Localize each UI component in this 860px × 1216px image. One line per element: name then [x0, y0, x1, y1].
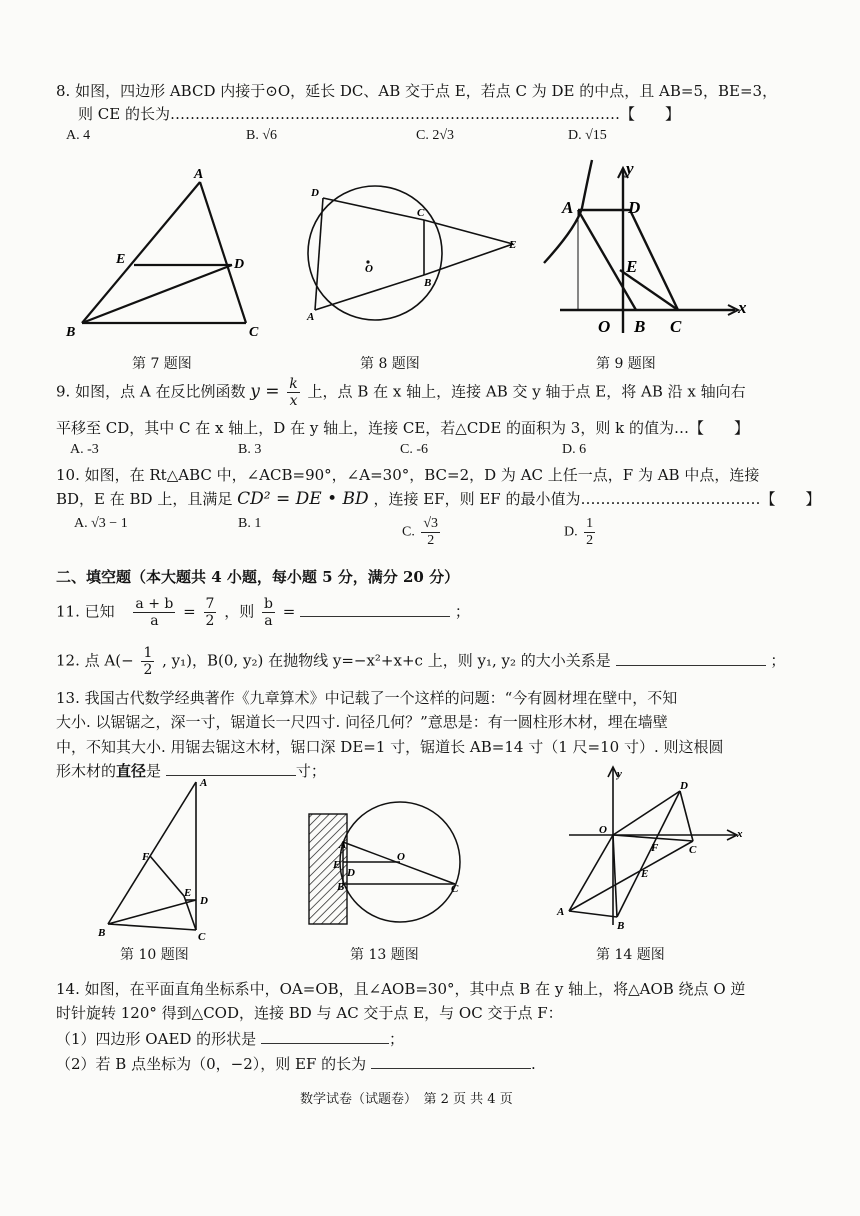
fig14-label-x: x: [737, 828, 743, 840]
q11: 11. 已知 $\frac{a + b}{a}$ = $\frac{7}{2}$ ，则 $\frac{b}{a}$ = ；: [56, 596, 470, 629]
q9-option-d: D. 6: [562, 442, 587, 457]
q8-option-b: B. √6: [246, 128, 278, 143]
figure-13: [305, 804, 485, 934]
fig14-label-f: F: [651, 842, 659, 854]
q13-line1: 13. 我国古代数学经典著作《九章算术》中记载了一个这样的问题：“今有圆材埋在壁中，不知: [56, 689, 678, 707]
fig9-label-e: E: [626, 257, 638, 276]
fig13-label-e: E: [333, 859, 341, 871]
fig10-label-b: B: [98, 927, 106, 939]
q14-line1: 14. 如图，在平面直角坐标系中，OA=OB，且∠AOB=30°，其中点 B 在 y 轴上，将△AOB 绕点 O 逆: [56, 980, 746, 998]
fig7-label-b: B: [66, 325, 76, 340]
fig9-label-b: B: [634, 317, 646, 336]
q10-option-b: B. 1: [238, 516, 262, 531]
fig14-label-y: y: [617, 768, 622, 780]
q14-sub2: （2）若 B 点坐标为（0，−2），则 EF 的长为 .: [56, 1055, 536, 1073]
caption-fig7: 第 7 题图: [132, 356, 192, 372]
q14-sub2-blank[interactable]: [371, 1054, 531, 1069]
q10-option-c: C. $\frac{√3}{2}$: [402, 516, 439, 548]
q9-text-b: 上，点 B 在 x 轴上，连接 AB 交 y 轴于点 E，将 AB 沿 x 轴向右: [307, 382, 746, 401]
fig13-label-d: D: [347, 867, 355, 879]
fig14-label-d: D: [680, 780, 688, 792]
q10-option-a: A. √3 − 1: [74, 516, 128, 531]
q14-sub1-blank[interactable]: [261, 1029, 389, 1044]
q9-text-a: 9. 如图，点 A 在反比例函数: [56, 382, 246, 401]
fig13-label-a: A: [339, 839, 347, 851]
figure-14: [555, 765, 755, 930]
caption-fig9: 第 9 题图: [596, 356, 656, 372]
q10-option-d: D. $\frac{1}{2}$: [564, 516, 594, 548]
q13-line4: 形木材的直径是 寸；: [56, 762, 326, 780]
fig9-label-o: O: [598, 317, 611, 336]
figure-10: [96, 772, 226, 942]
caption-fig8: 第 8 题图: [360, 356, 420, 372]
fig9-label-x: x: [738, 298, 747, 317]
fig10-label-a: A: [200, 777, 208, 789]
q9-line2: 平移至 CD，其中 C 在 x 轴上，D 在 y 轴上，连接 CE，若△CDE 的面积为 3，则 k 的值为…【 】: [56, 419, 749, 437]
fig14-label-b: B: [617, 920, 625, 932]
fig10-label-f: F: [142, 851, 150, 863]
q8-line1: 8. 如图，四边形 ABCD 内接于⊙O，延长 DC、AB 交于点 E，若点 C 为 DE 的中点，且 AB=5，BE=3，: [56, 82, 778, 100]
fig13-label-c: C: [451, 883, 459, 895]
fig9-label-c: C: [670, 317, 682, 336]
fig13-label-b: B: [337, 881, 345, 893]
fig14-label-c: C: [689, 844, 697, 856]
fig8-label-b: B: [424, 277, 432, 289]
q10-line2: BD，E 在 BD 上，且满足 CD² = DE • BD ，连接 EF，则 EF 的最小值为………………………………【 】: [56, 489, 821, 509]
caption-fig14: 第 14 题图: [596, 947, 665, 963]
fig14-label-o: O: [599, 824, 607, 836]
fig9-label-d: D: [628, 198, 641, 217]
fig10-label-c: C: [198, 931, 206, 943]
q9-option-a: A. -3: [70, 442, 99, 457]
fig7-label-c: C: [249, 325, 259, 340]
section-2-title: 二、填空题（本大题共 4 小题，每小题 5 分，满分 20 分）: [56, 568, 460, 586]
fig9-label-y: y: [626, 159, 634, 178]
fig13-label-o: O: [397, 851, 405, 863]
q9-option-c: C. -6: [400, 442, 428, 457]
figure-8: [295, 178, 535, 328]
fig7-label-e: E: [116, 252, 126, 267]
fig14-label-a: A: [557, 906, 565, 918]
q12-answer-blank[interactable]: [616, 651, 766, 666]
fig8-label-e: E: [509, 239, 517, 251]
figure-9: [540, 158, 760, 348]
q14-line2: 时针旋转 120° 得到△COD，连接 BD 与 AC 交于点 E，与 OC 交于点 F：: [56, 1004, 563, 1022]
q10-line1: 10. 如图，在 Rt△ABC 中，∠ACB=90°，∠A=30°，BC=2，D 为 AC 上任一点，F 为 AB 中点，连接: [56, 466, 760, 484]
fig7-label-a: A: [194, 167, 204, 182]
fig8-label-c: C: [417, 207, 425, 219]
q9-fraction: $\frac{k}{x}$: [289, 376, 298, 409]
fig9-label-a: A: [562, 198, 574, 217]
q8-option-c: C. 2√3: [416, 128, 455, 143]
q8-line2: 则 CE 的长为………………………………………………………………………………【 】: [78, 105, 680, 123]
q10-equation: CD² = DE • BD: [237, 489, 369, 509]
page-footer: 数学试卷（试题卷） 第 2 页 共 4 页: [300, 1092, 513, 1107]
fig8-label-a: A: [307, 311, 315, 323]
q13-line2: 大小. 以锯锯之，深一寸，锯道长一尺四寸. 问径几何？”意思是：有一圆柱形木材，埋在墙壁: [56, 713, 668, 731]
q9-line1: [56, 376, 746, 409]
q9-option-b: B. 3: [238, 442, 262, 457]
q8-option-a: A. 4: [66, 128, 91, 143]
caption-fig13: 第 13 题图: [350, 947, 419, 963]
fig8-label-d: D: [311, 187, 319, 199]
fig8-label-o: O: [365, 263, 373, 275]
q12: 12. 点 A(− $\frac{1}{2}$ , y₁)，B(0, y₂) 在抛物线 y=−x²+x+c 上，则 y₁, y₂ 的大小关系是 ；: [56, 645, 786, 678]
q14-sub1: （1）四边形 OAED 的形状是 ；: [56, 1030, 404, 1048]
caption-fig10: 第 10 题图: [120, 947, 189, 963]
q8-option-d: D. √15: [568, 128, 607, 143]
q9-func: y =: [250, 381, 280, 402]
fig7-label-d: D: [234, 257, 245, 272]
q11-answer-blank[interactable]: [300, 602, 450, 617]
q13-line3: 中，不知其大小. 用锯去锯这木材，锯口深 DE=1 寸，锯道长 AB=14 寸（1 尺=10 寸）. 则这根圆: [56, 738, 724, 756]
fig14-label-e: E: [641, 868, 649, 880]
figure-7: [60, 160, 280, 350]
fig10-label-d: D: [200, 895, 208, 907]
fig10-label-e: E: [184, 887, 192, 899]
